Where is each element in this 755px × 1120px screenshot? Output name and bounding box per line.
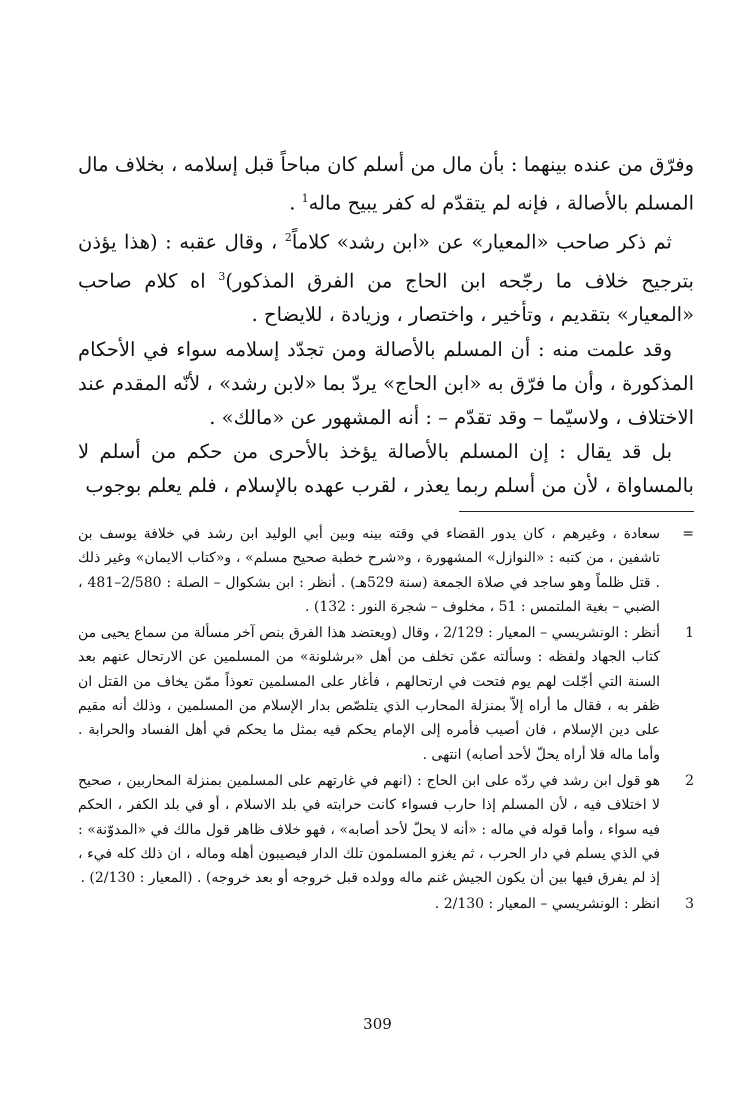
footnote-1 [78,621,694,767]
main-text [78,148,694,504]
paragraph-3: وقد علمت منه : أن المسلم بالأصالة ومن تجدّد إسلامه سواء في الأحكام المذكورة ، وأن ما فرّق به «ابن الحاج» يردّ بما «لابن رشد» ، لأنّه المقدم عند الاختلاف ، ولاسيّما – وقد تقدّم – : أنه المشهور عن «مالك» . [78,337,694,429]
footnote-ref-3: 3 [218,269,226,283]
paragraph-1-end: . [289,191,302,215]
footnote-marker: 3 [685,896,694,913]
footnote-marker: 1 [685,625,694,642]
paragraph-2-text-c: اه كلام صاحب «المعيار» بتقديم ، وتأخير ، واختصار ، وزيادة ، للايضاح . [78,269,694,327]
footnotes [78,522,694,917]
footnote-continuation [78,522,694,619]
footnote-text: سعادة ، وغيرهم ، كان يدور القضاء في وقته بينه وبين أبي الوليد ابن رشد في خلافة يوسف بن تاشفين ، من كتبه : «النوازل» المشهورة ، و«شرح خطبة صحيح مسلم» ، و«كتاب الايمان» وغير ذلك . قتل ظلماً وهو ساجد في صلاة الجمعة (سنة 529هـ) . أنظر : ابن بشكوال – الصلة : 2/580–481 ، الضبي – بغية الملتمس : 51 ، مخلوف – شجرة النور : 132) . [78,526,660,615]
footnote-separator [459,511,694,512]
paragraph-1 [78,148,694,221]
footnote-3 [78,892,694,916]
footnote-text: أنظر : الونشريسي – المعيار : 2/129 ، وقال (ويعتضد هذا الفرق بنص آخر مسألة من سماع يحيى من كتاب الجهاد ولفظه : وسألته عمّن تخلف من أهل «برشلونة» من المسلمين عن الارتحال عنهم بعد السنة التي أجّلت لهم يوم فتحت في ارتحالهم ، فأغار على المسلمين تعوذاً ممّن يخاف من القتل ان ظفر به ، فقال ما أراه إلاّ بمنزلة المحارب الذي يتلصّص بدار الإسلام من المسلمين ، وذلك أنه مقيم على دين الإسلام ، فان أصيب فأمره إلى الإمام يحكم فيه بمثل ما يحكم في أهل الفساد والحرابة . وأما ماله فلا أراه يحلّ لأحد أصابه) انتهى . [78,625,661,763]
paragraph-2-text-a: ثم ذكر صاحب «المعيار» عن «ابن رشد» كلاماً [291,230,672,254]
paragraph-2 [78,221,694,333]
page-number: 309 [363,1015,392,1033]
footnote-marker: = [682,526,694,542]
paragraph-1-text: وفرّق من عنده بينهما : بأن مال من أسلم كان مباحاً قبل إسلامه ، بخلاف مال المسلم بالأصالة ، فإنه لم يتقدّم له كفر يبيح ماله [78,153,694,215]
footnote-text: هو قول ابن رشد في ردّه على ابن الحاج : (انهم في غارتهم على المسلمين بمنزلة المحاربين ، صحيح لا اختلاف فيه ، لأن المسلم إذا حارب فسواء كانت حرابته في بلد الاسلام ، أو في بلد الكفر ، الحكم فيه سواء ، وأما قوله في ماله : «أنه لا يحلّ لأحد أصابه» ، فهو خلاف ظاهر قول مالك في «المدوّنة» : في الذي يسلم في دار الحرب ، ثم يغزو المسلمون تلك الدار فيصيبون أهله وماله ، ان ذلك كله فيء ، إذ لم يفرق فيها بين أن يكون الجيش غنم ماله وولده قبل خروجه أو بعد خروجه) . (المعيار : 2/130) . [78,772,660,887]
footnote-ref-1: 1 [301,192,309,206]
footnote-marker: 2 [685,772,694,789]
footnote-ref-2: 2 [284,230,292,244]
footnote-2 [78,769,694,890]
footnote-text: انظر : الونشريسي – المعيار : 2/130 . [434,896,660,913]
paragraph-4: بل قد يقال : إن المسلم بالأصالة يؤخذ بالأحرى من حكم من أسلم لا بالمساواة ، لأن من أسلم ربما يعذر ، لقرب عهده بالإسلام ، فلم يعلم بوجوب [78,440,694,498]
paragraph-2-text-b: ، وقال عقبه : (هذا يؤذن بترجيح خلاف ما رجّحه ابن الحاج من الفرق المذكور) [78,230,694,293]
